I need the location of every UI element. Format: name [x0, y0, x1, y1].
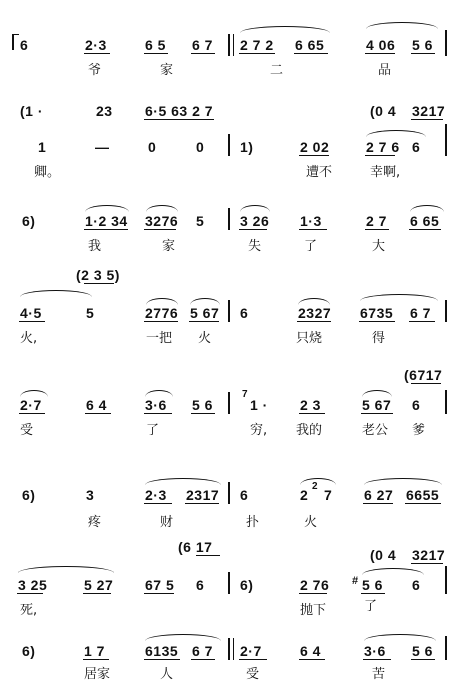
slur	[20, 390, 48, 397]
slur	[20, 290, 92, 297]
barline	[228, 572, 230, 594]
lyric: 火	[198, 331, 212, 346]
underline	[294, 53, 328, 54]
note: 1·3	[300, 213, 322, 229]
note: 6	[240, 487, 249, 503]
underline	[19, 321, 45, 322]
note: 2 7	[366, 213, 387, 229]
barline	[445, 636, 447, 660]
note: 4 06	[366, 37, 396, 53]
slur	[146, 205, 178, 212]
sharp-sign: #	[352, 575, 359, 587]
slur	[145, 634, 221, 641]
note: 3·6	[364, 643, 386, 659]
note: 6 4	[86, 397, 107, 413]
barline	[228, 134, 230, 156]
lyric: 家	[160, 63, 174, 78]
lyric: 火,	[20, 331, 38, 346]
underline	[83, 659, 109, 660]
lyric: 了	[146, 423, 160, 438]
note: 6)	[240, 577, 254, 593]
barline	[445, 300, 447, 322]
note: 0	[196, 139, 205, 155]
lyric: 一把	[146, 331, 173, 346]
barline	[445, 566, 447, 594]
lyric: 只烧	[296, 331, 323, 346]
underline	[411, 659, 435, 660]
underline	[361, 593, 385, 594]
note: 6	[240, 305, 249, 321]
note: 6	[412, 139, 421, 155]
slur	[190, 298, 220, 305]
underline	[297, 321, 331, 322]
note: 6 5	[145, 37, 166, 53]
cue-note: (0 4	[370, 103, 397, 119]
underline	[239, 229, 267, 230]
note: 6)	[22, 487, 36, 503]
underline	[144, 413, 172, 414]
lyric: 二	[270, 63, 284, 78]
slur	[145, 478, 221, 485]
note: 2327	[298, 305, 332, 321]
underline	[299, 593, 327, 594]
lyric: 抛下	[300, 603, 327, 618]
lyric: 受	[20, 423, 34, 438]
slur	[364, 634, 436, 641]
underline	[365, 229, 389, 230]
slur	[300, 478, 336, 485]
underline	[84, 283, 114, 284]
lyric: 我	[88, 239, 102, 254]
note: 5	[196, 213, 205, 229]
lyric: 人	[160, 667, 174, 682]
underline	[411, 119, 443, 120]
note: 2 76	[300, 577, 330, 593]
slur	[240, 205, 270, 212]
note: 1)	[240, 139, 254, 155]
barline	[228, 208, 230, 230]
note: 1·2 34	[85, 213, 128, 229]
note: 1	[38, 139, 47, 155]
note: 6655	[406, 487, 440, 503]
underline	[365, 53, 395, 54]
underline	[19, 413, 45, 414]
underline	[239, 53, 275, 54]
note: 6	[412, 577, 421, 593]
note: 2	[300, 487, 309, 503]
grace-note: 2	[312, 481, 319, 492]
note: 6 7	[192, 37, 213, 53]
underline	[299, 413, 325, 414]
underline	[185, 503, 219, 504]
cue-note: (0 4	[370, 547, 397, 563]
note: 3 26	[240, 213, 270, 229]
slur	[360, 294, 438, 301]
underline	[359, 321, 395, 322]
note: 6 4	[300, 643, 321, 659]
cue-note: (6717	[404, 367, 443, 383]
note: 5 6	[192, 397, 213, 413]
underline	[299, 659, 325, 660]
barline	[228, 300, 230, 322]
grace-note: 7	[242, 389, 249, 400]
slur	[364, 478, 442, 485]
note: 6)	[22, 213, 36, 229]
lyric: 遭不	[306, 165, 333, 180]
note: 2 7 2	[240, 37, 274, 53]
note: 6735	[360, 305, 394, 321]
lyric: 失	[248, 239, 262, 254]
note: 6 65	[410, 213, 440, 229]
note: 6 7	[410, 305, 431, 321]
note: 2 02	[300, 139, 330, 155]
lyric: 苦	[372, 667, 386, 682]
note: 67 5	[145, 577, 175, 593]
lyric: 品	[378, 63, 392, 78]
underline	[144, 503, 172, 504]
cue-note: (6 17	[178, 539, 213, 555]
note: 5 6	[412, 643, 433, 659]
note: 5 6	[362, 577, 383, 593]
slur	[145, 390, 173, 397]
barline	[445, 124, 447, 156]
note: 6	[412, 397, 421, 413]
section-bracket-tick	[12, 34, 19, 35]
cue-note: 3217	[412, 547, 446, 563]
barline	[445, 390, 447, 414]
underline	[144, 119, 214, 120]
note: 6)	[22, 643, 36, 659]
underline	[363, 503, 393, 504]
underline	[84, 53, 110, 54]
underline	[411, 53, 435, 54]
note: 2317	[186, 487, 220, 503]
underline	[144, 53, 168, 54]
note: 6 7	[192, 643, 213, 659]
note: 3 25	[18, 577, 48, 593]
lyric: 穷,	[250, 423, 268, 438]
lyric: 死,	[20, 603, 38, 618]
slur	[85, 205, 129, 212]
cue-note: 3217	[412, 103, 446, 119]
note: 2776	[145, 305, 179, 321]
lyric: 老公	[362, 423, 389, 438]
lyric: 了	[364, 599, 378, 614]
underline	[409, 229, 441, 230]
slur	[362, 390, 392, 397]
note: —	[95, 139, 110, 155]
barline	[233, 638, 234, 660]
underline	[196, 555, 220, 556]
note: 1 ·	[250, 397, 268, 413]
slur	[366, 22, 438, 29]
cue-note: 6·5 63 2 7	[145, 103, 214, 119]
underline	[411, 563, 443, 564]
underline	[144, 659, 180, 660]
note: 3·6	[145, 397, 167, 413]
underline	[17, 593, 43, 594]
note: 2·7	[240, 643, 262, 659]
underline	[363, 659, 391, 660]
lyric: 爹	[412, 423, 426, 438]
underline	[299, 155, 329, 156]
underline	[144, 593, 174, 594]
underline	[189, 321, 219, 322]
barline	[445, 30, 447, 56]
barline	[228, 34, 230, 56]
note: 1 7	[84, 643, 105, 659]
slur	[240, 26, 330, 33]
note: 6 65	[295, 37, 325, 53]
note: 5 27	[84, 577, 114, 593]
note: 2 3	[300, 397, 321, 413]
slur	[146, 298, 178, 305]
underline	[239, 659, 267, 660]
slur	[18, 566, 114, 573]
lyric: 我的	[296, 423, 323, 438]
note: 3	[86, 487, 95, 503]
note: 6135	[145, 643, 179, 659]
note: 5 67	[190, 305, 220, 321]
underline	[361, 413, 393, 414]
lyric: 卿。	[34, 165, 61, 180]
note: 5 6	[412, 37, 433, 53]
note: 2·3	[145, 487, 167, 503]
note: 6	[20, 37, 29, 53]
barline	[228, 392, 230, 414]
underline	[411, 383, 441, 384]
underline	[191, 53, 215, 54]
note: 6 27	[364, 487, 394, 503]
underline	[405, 503, 441, 504]
lyric: 得	[372, 331, 386, 346]
lyric: 居家	[84, 667, 111, 682]
barline	[233, 34, 234, 56]
note: 5 67	[362, 397, 392, 413]
lyric: 了	[304, 239, 318, 254]
underline	[191, 413, 215, 414]
underline	[299, 229, 327, 230]
lyric: 财	[160, 515, 174, 530]
slur	[366, 130, 426, 137]
underline	[85, 413, 111, 414]
cue-note: (1 ·	[20, 103, 43, 119]
underline	[83, 593, 111, 594]
slur	[362, 568, 424, 575]
lyric: 火	[304, 515, 318, 530]
underline	[144, 321, 178, 322]
underline	[409, 321, 435, 322]
note: 0	[148, 139, 157, 155]
note: 6	[196, 577, 205, 593]
cue-note: (2 3 5)	[76, 267, 120, 283]
lyric: 疼	[88, 515, 102, 530]
slur	[298, 298, 330, 305]
note: 2·7	[20, 397, 42, 413]
note: 7	[324, 487, 333, 503]
note: 5	[86, 305, 95, 321]
underline	[365, 155, 395, 156]
lyric: 受	[246, 667, 260, 682]
note: 2 7 6	[366, 139, 400, 155]
note: 2·3	[85, 37, 107, 53]
section-bracket	[12, 34, 14, 50]
underline	[191, 659, 215, 660]
underline	[84, 229, 128, 230]
underline	[144, 229, 176, 230]
lyric: 幸啊,	[370, 165, 401, 180]
lyric: 扑	[246, 515, 260, 530]
barline	[228, 482, 230, 504]
note: 3276	[145, 213, 179, 229]
lyric: 家	[162, 239, 176, 254]
note: 4·5	[20, 305, 42, 321]
lyric: 爷	[88, 63, 102, 78]
cue-note: 23	[96, 103, 113, 119]
barline	[228, 638, 230, 660]
lyric: 大	[372, 239, 386, 254]
slur	[410, 205, 444, 212]
